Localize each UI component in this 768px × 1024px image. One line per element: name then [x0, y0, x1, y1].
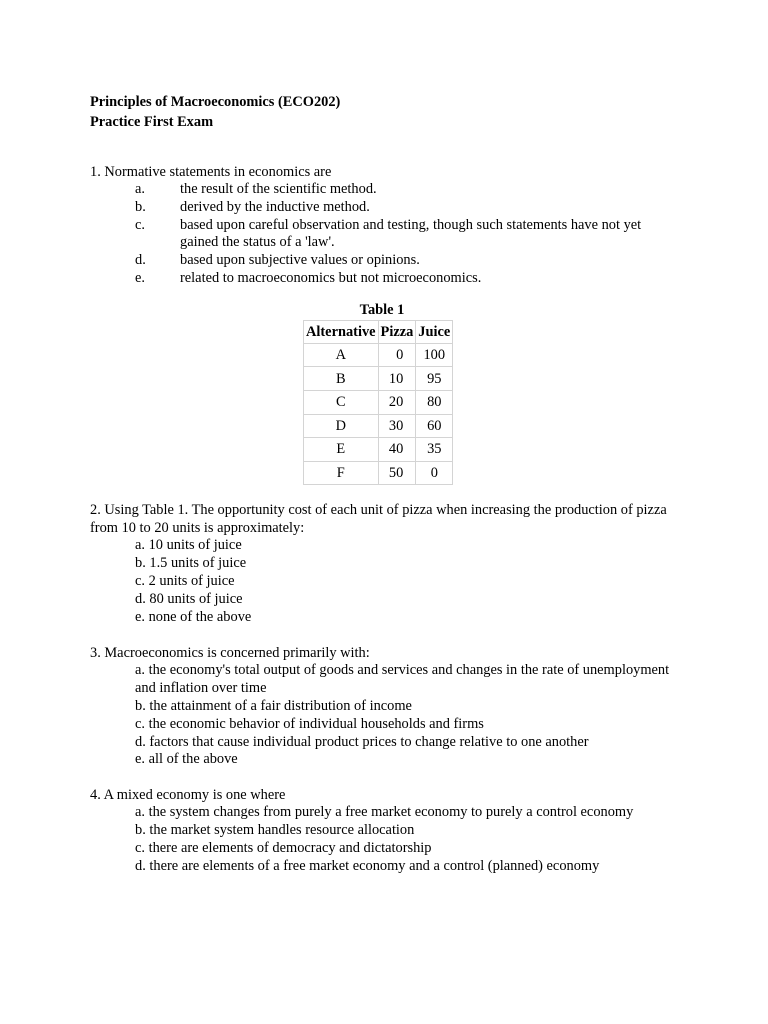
exam-title: Practice First Exam: [90, 114, 214, 130]
answer-option: b. the attainment of a fair distribution of income: [135, 697, 412, 714]
exam-header: [90, 92, 680, 132]
cell-alternative: E: [304, 438, 379, 462]
answer-option: [90, 181, 680, 199]
cell-alternative: B: [304, 367, 379, 391]
table-row: [304, 438, 453, 462]
question-stem: 4. A mixed economy is one where: [90, 787, 286, 804]
cell-pizza: 40: [378, 438, 416, 462]
answer-options: [135, 537, 680, 627]
table-row: [304, 414, 453, 438]
production-table: [303, 320, 453, 486]
table-row: [304, 390, 453, 414]
course-title: Principles of Macroeconomics (ECO202): [90, 94, 341, 110]
cell-pizza: 50: [378, 461, 416, 485]
answer-options: [135, 804, 680, 876]
question-stem: 1. Normative statements in economics are: [90, 164, 332, 180]
cell-pizza: 0: [378, 343, 416, 367]
option-letter: e.: [135, 269, 145, 286]
column-header-juice: Juice: [416, 320, 453, 343]
answer-option: a. the system changes from purely a free market economy to purely a control economy: [135, 804, 634, 821]
answer-option: [90, 252, 680, 270]
answer-option: [90, 270, 680, 288]
cell-alternative: A: [304, 343, 379, 367]
option-text: based upon subjective values or opinions.: [180, 252, 420, 269]
table-row: [304, 367, 453, 391]
option-letter: d.: [135, 252, 146, 269]
answer-option: b. the market system handles resource allocation: [135, 822, 415, 839]
answer-option: [90, 217, 680, 253]
question-stem: 3. Macroeconomics is concerned primarily with:: [90, 644, 370, 661]
cell-juice: 95: [416, 367, 453, 391]
answer-option: d. 80 units of juice: [135, 591, 243, 608]
option-letter: b.: [135, 198, 146, 215]
question-1: [90, 164, 680, 288]
cell-juice: 35: [416, 438, 453, 462]
answer-option: c. the economic behavior of individual households and firms: [135, 715, 484, 732]
exam-page: [90, 92, 680, 876]
option-text: related to macroeconomics but not microeconomics.: [180, 269, 482, 286]
answer-option: b. 1.5 units of juice: [135, 555, 247, 572]
answer-option: c. 2 units of juice: [135, 573, 235, 590]
table-1: [303, 300, 461, 486]
answer-option: [90, 199, 680, 217]
option-text: based upon careful observation and testing, though such statements have not yet gained the status of a 'law'.: [180, 216, 642, 251]
answer-option: e. none of the above: [135, 608, 252, 625]
cell-pizza: 30: [378, 414, 416, 438]
cell-alternative: D: [304, 414, 379, 438]
answer-option: d. factors that cause individual product prices to change relative to one another: [135, 733, 589, 750]
answer-option: e. all of the above: [135, 751, 238, 768]
table-row: [304, 461, 453, 485]
cell-alternative: F: [304, 461, 379, 485]
cell-pizza: 20: [378, 390, 416, 414]
cell-juice: 80: [416, 390, 453, 414]
question-4: [90, 786, 680, 876]
option-text: derived by the inductive method.: [180, 198, 370, 215]
column-header-alternative: Alternative: [304, 320, 379, 343]
option-letter: c.: [135, 216, 145, 233]
question-2: [90, 501, 680, 627]
answer-option: a. 10 units of juice: [135, 537, 242, 554]
answer-option: c. there are elements of democracy and dictatorship: [135, 840, 432, 857]
answer-options: [135, 662, 680, 769]
column-header-pizza: Pizza: [378, 320, 416, 343]
table-row: [304, 343, 453, 367]
answer-option: a. the economy's total output of goods and services and changes in the rate of unemployment and inflation over time: [135, 661, 670, 696]
cell-pizza: 10: [378, 367, 416, 391]
cell-juice: 60: [416, 414, 453, 438]
cell-alternative: C: [304, 390, 379, 414]
question-stem: 2. Using Table 1. The opportunity cost of each unit of pizza when increasing the production of pizza from 10 to 20 units is approximately:: [90, 502, 667, 537]
option-letter: a.: [135, 181, 145, 197]
table-caption: Table 1: [359, 301, 405, 318]
cell-juice: 100: [416, 343, 453, 367]
option-text: the result of the scientific method.: [180, 181, 377, 197]
question-3: [90, 644, 680, 769]
answer-option: d. there are elements of a free market economy and a control (planned) economy: [135, 858, 600, 875]
cell-juice: 0: [416, 461, 453, 485]
table-header-row: [304, 320, 453, 343]
